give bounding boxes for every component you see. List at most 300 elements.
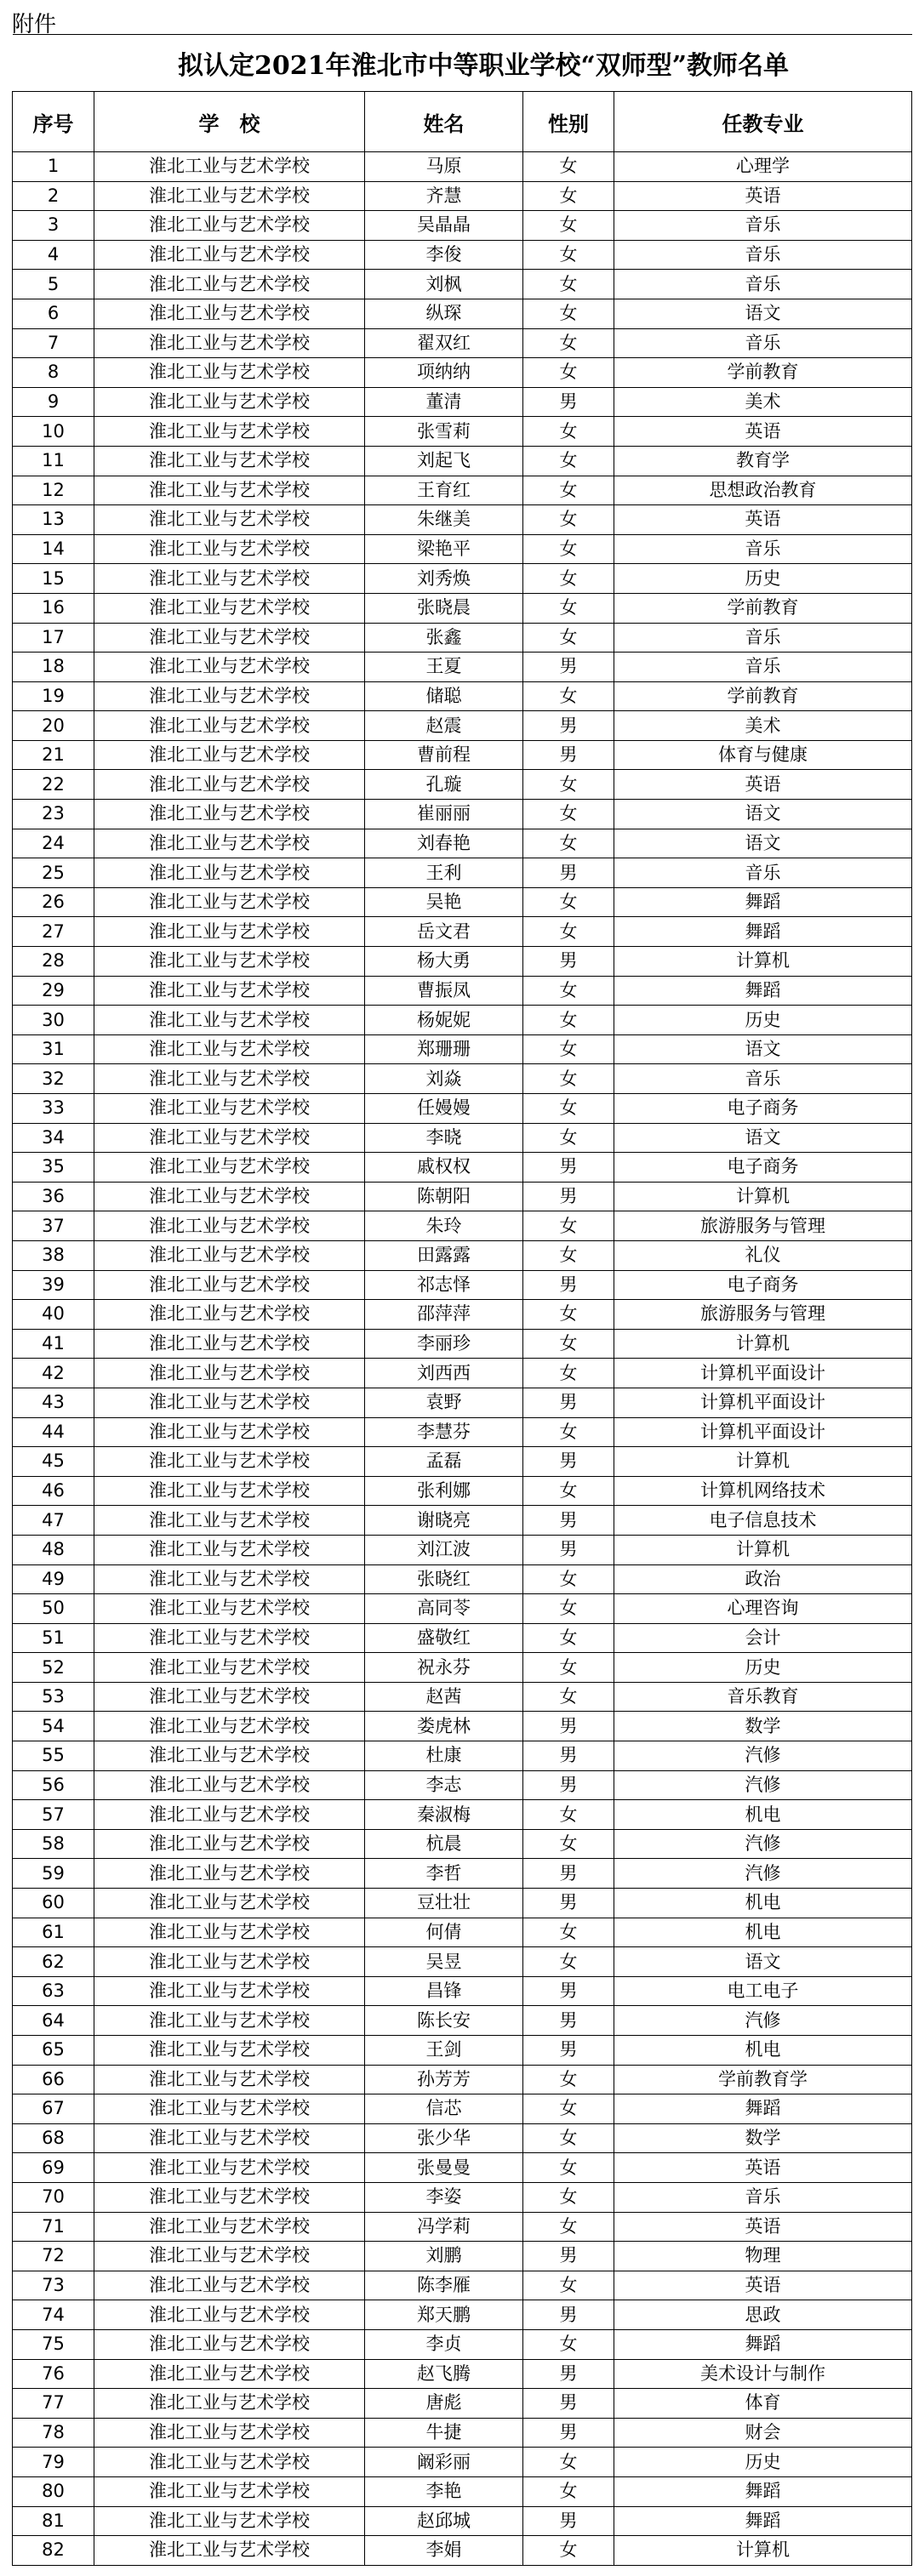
cell-name: 牛捷 [365, 2418, 523, 2448]
cell-index: 14 [13, 534, 94, 564]
teacher-list-table [12, 34, 912, 2566]
cell-gender: 女 [523, 2476, 614, 2506]
cell-index: 69 [13, 2153, 94, 2183]
table-row [13, 1447, 912, 1477]
table-row [13, 2153, 912, 2183]
cell-major: 英语 [614, 181, 912, 211]
cell-school: 淮北工业与艺术学校 [94, 858, 365, 888]
cell-index: 57 [13, 1800, 94, 1830]
cell-school: 淮北工业与艺术学校 [94, 711, 365, 741]
table-row [13, 1153, 912, 1183]
cell-name: 娄虎林 [365, 1712, 523, 1741]
cell-gender: 女 [523, 1123, 614, 1153]
cell-major: 计算机 [614, 1447, 912, 1477]
cell-gender: 女 [523, 476, 614, 505]
cell-gender: 女 [523, 917, 614, 947]
cell-gender: 男 [523, 2506, 614, 2536]
cell-school: 淮北工业与艺术学校 [94, 1976, 365, 2006]
cell-school: 淮北工业与艺术学校 [94, 2300, 365, 2330]
cell-name: 梁艳平 [365, 534, 523, 564]
table-row [13, 1653, 912, 1683]
cell-name: 朱玲 [365, 1211, 523, 1241]
cell-school: 淮北工业与艺术学校 [94, 1535, 365, 1564]
cell-name: 郑珊珊 [365, 1034, 523, 1064]
table-row [13, 1300, 912, 1330]
table-row [13, 1829, 912, 1859]
cell-gender: 男 [523, 2300, 614, 2330]
cell-school: 淮北工业与艺术学校 [94, 623, 365, 653]
table-row [13, 1623, 912, 1653]
cell-school: 淮北工业与艺术学校 [94, 417, 365, 447]
table-row [13, 387, 912, 417]
cell-gender: 女 [523, 1034, 614, 1064]
cell-school: 淮北工业与艺术学校 [94, 2065, 365, 2094]
table-row [13, 1506, 912, 1536]
cell-index: 19 [13, 681, 94, 711]
cell-gender: 女 [523, 2212, 614, 2242]
cell-index: 18 [13, 653, 94, 682]
cell-gender: 女 [523, 829, 614, 858]
cell-school: 淮北工业与艺术学校 [94, 1564, 365, 1594]
cell-gender: 女 [523, 681, 614, 711]
cell-school: 淮北工业与艺术学校 [94, 2506, 365, 2536]
cell-name: 李姿 [365, 2182, 523, 2212]
table-row [13, 1094, 912, 1124]
cell-index: 38 [13, 1240, 94, 1270]
cell-index: 44 [13, 1417, 94, 1447]
cell-school: 淮北工业与艺术学校 [94, 1653, 365, 1683]
table-row [13, 917, 912, 947]
cell-gender: 女 [523, 181, 614, 211]
cell-school: 淮北工业与艺术学校 [94, 2536, 365, 2566]
cell-school: 淮北工业与艺术学校 [94, 976, 365, 1006]
cell-major: 计算机平面设计 [614, 1359, 912, 1388]
table-row [13, 681, 912, 711]
table-row [13, 1329, 912, 1359]
cell-major: 学前教育 [614, 358, 912, 388]
cell-major: 音乐 [614, 858, 912, 888]
cell-school: 淮北工业与艺术学校 [94, 1388, 365, 1417]
table-row [13, 2448, 912, 2477]
table-row [13, 2536, 912, 2566]
cell-index: 67 [13, 2094, 94, 2124]
cell-major: 学前教育学 [614, 2065, 912, 2094]
cell-name: 田露露 [365, 1240, 523, 1270]
cell-school: 淮北工业与艺术学校 [94, 1211, 365, 1241]
cell-index: 60 [13, 1889, 94, 1918]
cell-school: 淮北工业与艺术学校 [94, 829, 365, 858]
cell-name: 刘枫 [365, 270, 523, 299]
cell-index: 37 [13, 1211, 94, 1241]
cell-name: 陈李雁 [365, 2271, 523, 2300]
table-row [13, 829, 912, 858]
cell-name: 崔丽丽 [365, 800, 523, 829]
cell-name: 赵飞腾 [365, 2359, 523, 2389]
table-row [13, 593, 912, 623]
cell-school: 淮北工业与艺术学校 [94, 740, 365, 770]
cell-major: 历史 [614, 564, 912, 594]
cell-major: 机电 [614, 2036, 912, 2066]
cell-gender: 女 [523, 2182, 614, 2212]
cell-name: 阚彩丽 [365, 2448, 523, 2477]
cell-gender: 男 [523, 858, 614, 888]
cell-school: 淮北工业与艺术学校 [94, 476, 365, 505]
cell-school: 淮北工业与艺术学校 [94, 1623, 365, 1653]
cell-name: 李艳 [365, 2476, 523, 2506]
table-row [13, 211, 912, 241]
cell-index: 1 [13, 152, 94, 182]
cell-major: 舞蹈 [614, 2476, 912, 2506]
table-row [13, 770, 912, 800]
cell-school: 淮北工业与艺术学校 [94, 2476, 365, 2506]
cell-index: 41 [13, 1329, 94, 1359]
cell-major: 语文 [614, 829, 912, 858]
cell-school: 淮北工业与艺术学校 [94, 1476, 365, 1506]
cell-gender: 男 [523, 1976, 614, 2006]
table-row [13, 1182, 912, 1211]
cell-name: 李俊 [365, 240, 523, 270]
cell-gender: 男 [523, 711, 614, 741]
table-row [13, 947, 912, 977]
cell-school: 淮北工业与艺术学校 [94, 1770, 365, 1800]
table-row [13, 1594, 912, 1624]
cell-major: 物理 [614, 2242, 912, 2271]
cell-school: 淮北工业与艺术学校 [94, 1094, 365, 1124]
cell-major: 语文 [614, 800, 912, 829]
header-gender: 性别 [523, 92, 614, 152]
cell-gender: 女 [523, 976, 614, 1006]
cell-school: 淮北工业与艺术学校 [94, 1918, 365, 1947]
cell-school: 淮北工业与艺术学校 [94, 2329, 365, 2359]
cell-major: 电子商务 [614, 1270, 912, 1300]
cell-index: 12 [13, 476, 94, 505]
cell-name: 陈朝阳 [365, 1182, 523, 1211]
cell-gender: 男 [523, 1506, 614, 1536]
cell-name: 翟双红 [365, 328, 523, 358]
cell-gender: 女 [523, 1006, 614, 1035]
cell-index: 31 [13, 1034, 94, 1064]
cell-major: 数学 [614, 2123, 912, 2153]
cell-name: 赵邱城 [365, 2506, 523, 2536]
cell-school: 淮北工业与艺术学校 [94, 593, 365, 623]
cell-name: 秦淑梅 [365, 1800, 523, 1830]
cell-name: 邵萍萍 [365, 1300, 523, 1330]
cell-school: 淮北工业与艺术学校 [94, 270, 365, 299]
cell-major: 汽修 [614, 1741, 912, 1771]
cell-school: 淮北工业与艺术学校 [94, 2094, 365, 2124]
cell-name: 赵震 [365, 711, 523, 741]
cell-name: 郑天鹏 [365, 2300, 523, 2330]
cell-major: 语文 [614, 299, 912, 328]
cell-school: 淮北工业与艺术学校 [94, 1506, 365, 1536]
cell-school: 淮北工业与艺术学校 [94, 2153, 365, 2183]
table-row [13, 1535, 912, 1564]
cell-name: 刘秀焕 [365, 564, 523, 594]
cell-major: 汽修 [614, 1770, 912, 1800]
cell-gender: 女 [523, 417, 614, 447]
cell-major: 学前教育 [614, 681, 912, 711]
cell-name: 吴晶晶 [365, 211, 523, 241]
cell-gender: 女 [523, 1800, 614, 1830]
cell-name: 昌锋 [365, 1976, 523, 2006]
cell-school: 淮北工业与艺术学校 [94, 2271, 365, 2300]
cell-name: 曹前程 [365, 740, 523, 770]
cell-name: 杨妮妮 [365, 1006, 523, 1035]
cell-major: 计算机平面设计 [614, 1417, 912, 1447]
cell-gender: 男 [523, 1447, 614, 1477]
cell-major: 教育学 [614, 446, 912, 476]
cell-gender: 男 [523, 1182, 614, 1211]
table-row [13, 2359, 912, 2389]
cell-school: 淮北工业与艺术学校 [94, 505, 365, 535]
cell-gender: 男 [523, 947, 614, 977]
cell-name: 张利娜 [365, 1476, 523, 1506]
cell-name: 刘春艳 [365, 829, 523, 858]
table-row [13, 2036, 912, 2066]
cell-index: 64 [13, 2006, 94, 2036]
cell-school: 淮北工业与艺术学校 [94, 1064, 365, 1094]
cell-name: 刘鹏 [365, 2242, 523, 2271]
cell-school: 淮北工业与艺术学校 [94, 2242, 365, 2271]
cell-school: 淮北工业与艺术学校 [94, 1682, 365, 1712]
cell-major: 音乐教育 [614, 1682, 912, 1712]
cell-name: 项纳纳 [365, 358, 523, 388]
cell-school: 淮北工业与艺术学校 [94, 2006, 365, 2036]
cell-index: 36 [13, 1182, 94, 1211]
cell-school: 淮北工业与艺术学校 [94, 947, 365, 977]
cell-name: 张雪莉 [365, 417, 523, 447]
cell-major: 舞蹈 [614, 2094, 912, 2124]
cell-name: 王剑 [365, 2036, 523, 2066]
cell-major: 音乐 [614, 211, 912, 241]
cell-gender: 女 [523, 240, 614, 270]
document-title: 拟认定2021年淮北市中等职业学校“双师型”教师名单 [13, 35, 912, 92]
cell-gender: 男 [523, 2418, 614, 2448]
table-row [13, 1476, 912, 1506]
cell-gender: 女 [523, 1829, 614, 1859]
cell-name: 孟磊 [365, 1447, 523, 1477]
cell-index: 29 [13, 976, 94, 1006]
cell-school: 淮北工业与艺术学校 [94, 1153, 365, 1183]
cell-major: 英语 [614, 505, 912, 535]
cell-gender: 男 [523, 740, 614, 770]
table-row [13, 152, 912, 182]
cell-school: 淮北工业与艺术学校 [94, 299, 365, 328]
table-row [13, 1712, 912, 1741]
cell-gender: 女 [523, 1329, 614, 1359]
table-row [13, 1417, 912, 1447]
cell-index: 55 [13, 1741, 94, 1771]
cell-major: 机电 [614, 1889, 912, 1918]
cell-index: 74 [13, 2300, 94, 2330]
cell-name: 马原 [365, 152, 523, 182]
cell-index: 47 [13, 1506, 94, 1536]
cell-index: 21 [13, 740, 94, 770]
table-row [13, 476, 912, 505]
cell-major: 礼仪 [614, 1240, 912, 1270]
table-row [13, 1006, 912, 1035]
cell-major: 音乐 [614, 653, 912, 682]
cell-index: 9 [13, 387, 94, 417]
cell-index: 22 [13, 770, 94, 800]
cell-name: 李晓 [365, 1123, 523, 1153]
cell-index: 11 [13, 446, 94, 476]
cell-gender: 女 [523, 2448, 614, 2477]
table-row [13, 564, 912, 594]
cell-major: 美术 [614, 387, 912, 417]
cell-name: 赵茜 [365, 1682, 523, 1712]
cell-index: 65 [13, 2036, 94, 2066]
cell-name: 豆壮壮 [365, 1889, 523, 1918]
cell-index: 53 [13, 1682, 94, 1712]
cell-major: 电子商务 [614, 1153, 912, 1183]
table-row [13, 800, 912, 829]
cell-gender: 女 [523, 1594, 614, 1624]
cell-gender: 男 [523, 387, 614, 417]
cell-gender: 男 [523, 1388, 614, 1417]
cell-index: 28 [13, 947, 94, 977]
cell-gender: 女 [523, 1564, 614, 1594]
cell-index: 7 [13, 328, 94, 358]
cell-school: 淮北工业与艺术学校 [94, 1829, 365, 1859]
cell-major: 英语 [614, 2212, 912, 2242]
table-row [13, 1211, 912, 1241]
cell-major: 计算机 [614, 2536, 912, 2566]
cell-name: 李娟 [365, 2536, 523, 2566]
cell-school: 淮北工业与艺术学校 [94, 2036, 365, 2066]
table-row [13, 1270, 912, 1300]
cell-major: 历史 [614, 2448, 912, 2477]
cell-name: 李丽珍 [365, 1329, 523, 1359]
cell-name: 陈长安 [365, 2006, 523, 2036]
cell-gender: 女 [523, 1653, 614, 1683]
cell-gender: 女 [523, 299, 614, 328]
cell-name: 刘江波 [365, 1535, 523, 1564]
cell-major: 心理学 [614, 152, 912, 182]
cell-name: 信芯 [365, 2094, 523, 2124]
table-row [13, 1859, 912, 1889]
cell-gender: 男 [523, 2242, 614, 2271]
table-row [13, 417, 912, 447]
cell-major: 音乐 [614, 2182, 912, 2212]
cell-school: 淮北工业与艺术学校 [94, 358, 365, 388]
cell-major: 美术设计与制作 [614, 2359, 912, 2389]
cell-index: 71 [13, 2212, 94, 2242]
cell-index: 42 [13, 1359, 94, 1388]
table-row [13, 2212, 912, 2242]
header-index: 序号 [13, 92, 94, 152]
cell-index: 6 [13, 299, 94, 328]
title-row [13, 35, 912, 92]
table-row [13, 1064, 912, 1094]
cell-index: 13 [13, 505, 94, 535]
cell-major: 音乐 [614, 328, 912, 358]
table-row [13, 1770, 912, 1800]
cell-index: 79 [13, 2448, 94, 2477]
cell-index: 30 [13, 1006, 94, 1035]
cell-index: 70 [13, 2182, 94, 2212]
table-body [13, 152, 912, 2566]
cell-name: 张晓晨 [365, 593, 523, 623]
cell-major: 体育与健康 [614, 740, 912, 770]
cell-major: 历史 [614, 1006, 912, 1035]
cell-index: 46 [13, 1476, 94, 1506]
cell-gender: 女 [523, 1623, 614, 1653]
cell-major: 计算机 [614, 1535, 912, 1564]
table-row [13, 299, 912, 328]
cell-name: 刘焱 [365, 1064, 523, 1094]
cell-index: 32 [13, 1064, 94, 1094]
table-row [13, 2476, 912, 2506]
cell-index: 77 [13, 2389, 94, 2419]
table-row [13, 1976, 912, 2006]
cell-gender: 女 [523, 887, 614, 917]
table-row [13, 2006, 912, 2036]
cell-gender: 女 [523, 1300, 614, 1330]
cell-school: 淮北工业与艺术学校 [94, 2389, 365, 2419]
cell-major: 旅游服务与管理 [614, 1211, 912, 1241]
cell-major: 音乐 [614, 270, 912, 299]
cell-name: 何倩 [365, 1918, 523, 1947]
cell-school: 淮北工业与艺术学校 [94, 681, 365, 711]
table-row [13, 2065, 912, 2094]
cell-name: 吴昱 [365, 1947, 523, 1977]
cell-name: 张曼曼 [365, 2153, 523, 2183]
cell-major: 政治 [614, 1564, 912, 1594]
cell-index: 17 [13, 623, 94, 653]
cell-gender: 男 [523, 653, 614, 682]
cell-name: 李慧芬 [365, 1417, 523, 1447]
cell-gender: 女 [523, 328, 614, 358]
cell-name: 张少华 [365, 2123, 523, 2153]
table-row [13, 1034, 912, 1064]
cell-school: 淮北工业与艺术学校 [94, 2359, 365, 2389]
cell-major: 舞蹈 [614, 917, 912, 947]
cell-school: 淮北工业与艺术学校 [94, 653, 365, 682]
cell-name: 李志 [365, 1770, 523, 1800]
cell-major: 美术 [614, 711, 912, 741]
cell-gender: 女 [523, 800, 614, 829]
cell-gender: 女 [523, 623, 614, 653]
table-row [13, 653, 912, 682]
cell-index: 82 [13, 2536, 94, 2566]
cell-major: 机电 [614, 1800, 912, 1830]
cell-gender: 女 [523, 593, 614, 623]
table-row [13, 1889, 912, 1918]
cell-gender: 男 [523, 1270, 614, 1300]
table-row [13, 505, 912, 535]
cell-index: 23 [13, 800, 94, 829]
cell-name: 杜康 [365, 1741, 523, 1771]
cell-school: 淮北工业与艺术学校 [94, 1889, 365, 1918]
cell-index: 26 [13, 887, 94, 917]
header-school: 学 校 [94, 92, 365, 152]
cell-major: 计算机 [614, 1329, 912, 1359]
cell-gender: 男 [523, 2006, 614, 2036]
cell-index: 61 [13, 1918, 94, 1947]
cell-name: 王育红 [365, 476, 523, 505]
table-row [13, 2389, 912, 2419]
cell-name: 刘西西 [365, 1359, 523, 1388]
table-row [13, 2182, 912, 2212]
cell-major: 舞蹈 [614, 976, 912, 1006]
cell-school: 淮北工业与艺术学校 [94, 917, 365, 947]
cell-major: 电子商务 [614, 1094, 912, 1124]
cell-name: 王夏 [365, 653, 523, 682]
cell-gender: 女 [523, 505, 614, 535]
cell-school: 淮北工业与艺术学校 [94, 770, 365, 800]
cell-name: 齐慧 [365, 181, 523, 211]
